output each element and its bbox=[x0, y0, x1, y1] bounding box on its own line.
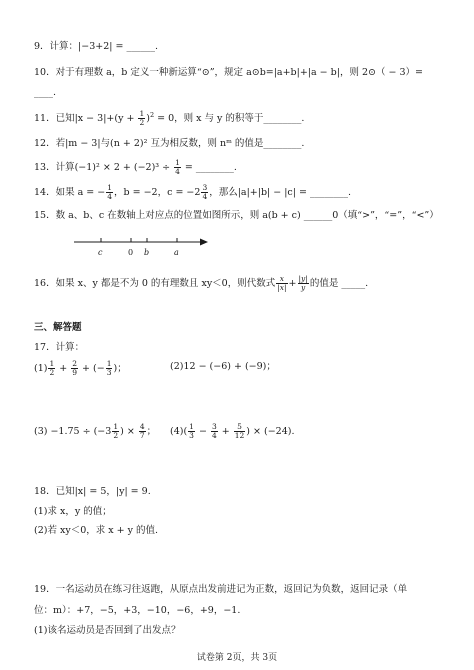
fraction-3-4: $\frac{3}{4}$ bbox=[202, 183, 208, 201]
fraction-1-2: $\frac{1}{2}$ bbox=[139, 109, 145, 128]
q11-text-post: = 0，则 x 与 y 的积等于________. bbox=[154, 113, 305, 125]
q17-3-text-pre: (3) −1.75 ÷ (−3 bbox=[34, 426, 112, 437]
q14-text-a: 14．如果 a = − bbox=[34, 187, 106, 198]
q16-text-post: 的值是 _____. bbox=[309, 278, 369, 289]
label-zero: 0 bbox=[128, 248, 134, 257]
label-a: a bbox=[174, 248, 179, 257]
q14-text-b: ，b = −2，c = −2 bbox=[114, 187, 201, 198]
question-10-blank: ____. bbox=[34, 87, 57, 98]
section-heading: 三、解答题 bbox=[34, 322, 82, 333]
question-17: 17．计算： bbox=[34, 342, 85, 353]
q17-4-minus: − bbox=[195, 426, 210, 437]
question-18: 18．已知|x| = 5，|y| = 9. bbox=[34, 486, 151, 497]
question-10: 10．对于有理数 a，b 定义一种新运算“⊙”，规定 a⊙b=|a+b|+|a − b|，则 2⊙（ − 3）= bbox=[34, 67, 423, 78]
question-17-part-2: (2)12 − (−6) + (−9)； bbox=[170, 361, 276, 372]
fraction-2-9: $\frac{2}{9}$ bbox=[72, 359, 78, 377]
question-17-part-3 bbox=[34, 423, 156, 440]
q13-text-post: = ________. bbox=[181, 162, 237, 173]
question-12: 12．若|m − 3|与(n + 2)² 互为相反数，则 nᵐ 的值是________. bbox=[34, 138, 305, 149]
q17-4-text-post: ) × (−24). bbox=[246, 426, 295, 437]
fraction-1-3: $\frac{1}{3}$ bbox=[189, 422, 194, 440]
q17-1-plus-b: + (− bbox=[79, 363, 105, 374]
fraction-abs-y-over-y: $\frac{|y|}{y}$ bbox=[298, 274, 308, 292]
q11-exponent: 2 bbox=[149, 111, 155, 119]
label-b: b bbox=[144, 248, 150, 257]
question-9: 9．计算：|−3+2| = ______. bbox=[34, 41, 158, 52]
question-15: 15．数 a、b、c 在数轴上对应点的位置如图所示，则 a(b + c) ______0（填“>”，“=”，“<”） bbox=[34, 210, 439, 221]
q11-paren: (y + bbox=[114, 113, 138, 125]
q17-4-text-pre: (4)( bbox=[170, 426, 188, 437]
q11-close: ) bbox=[146, 113, 150, 125]
fraction-1-2: $\frac{1}{2}$ bbox=[49, 359, 55, 377]
fraction-4-7: $\frac{4}{7}$ bbox=[139, 422, 145, 440]
question-14 bbox=[34, 184, 351, 201]
q17-3-text-post: ； bbox=[146, 426, 157, 437]
page-footer: 试卷第 2页，共 3页 bbox=[196, 653, 278, 663]
question-17-part-1 bbox=[34, 360, 127, 377]
question-19-part-1: (1)该名运动员是否回到了出发点？ bbox=[34, 625, 181, 636]
fraction-3-4: $\frac{3}{4}$ bbox=[211, 422, 217, 440]
q13-text-pre: 13．计算(−1)² × 2 + (−2)³ ÷ bbox=[34, 162, 174, 173]
q17-1-plus-a: + bbox=[56, 363, 71, 374]
q17-1-close: )； bbox=[113, 363, 127, 374]
fraction-1-4: $\frac{1}{4}$ bbox=[175, 158, 180, 176]
question-19: 19．一名运动员在练习往返跑，从原点出发前进记为正数，返回记为负数，返回记录（单 bbox=[34, 584, 408, 595]
fraction-1-3: $\frac{1}{3}$ bbox=[106, 359, 112, 377]
fraction-x-over-abs-x: $\frac{x}{|x|}$ bbox=[277, 274, 287, 292]
q17-4-plus: + bbox=[218, 426, 233, 437]
fraction-5-12: $\frac{5}{12}$ bbox=[234, 422, 245, 440]
question-17-part-4 bbox=[170, 423, 294, 440]
number-line bbox=[74, 230, 214, 262]
q17-3-text-mid: ) × bbox=[120, 426, 138, 437]
q14-text-c: ，那么|a|+|b| − |c| = ________. bbox=[209, 187, 351, 198]
question-18-part-1: (1)求 x，y 的值； bbox=[34, 506, 112, 517]
question-16 bbox=[34, 275, 368, 292]
question-18-part-2: (2)若 xy＜0，求 x + y 的值. bbox=[34, 525, 159, 536]
fraction-1-2: $\frac{1}{2}$ bbox=[113, 422, 119, 440]
question-13 bbox=[34, 159, 237, 176]
q11-text-pre: 11．已知|x − 3|+ bbox=[34, 113, 115, 125]
q16-plus: + bbox=[288, 278, 297, 289]
question-19-cont: 位：m）：+7，−5，+3，−10，−6，+9，−1. bbox=[34, 605, 241, 616]
fraction-1-4: $\frac{1}{4}$ bbox=[107, 183, 113, 201]
q16-text-pre: 16．如果 x、y 都是不为 0 的有理数且 xy＜0，则代数式 bbox=[34, 278, 276, 289]
label-c: c bbox=[98, 248, 103, 257]
question-11 bbox=[34, 109, 304, 127]
q17-1-label: (1) bbox=[34, 363, 48, 374]
